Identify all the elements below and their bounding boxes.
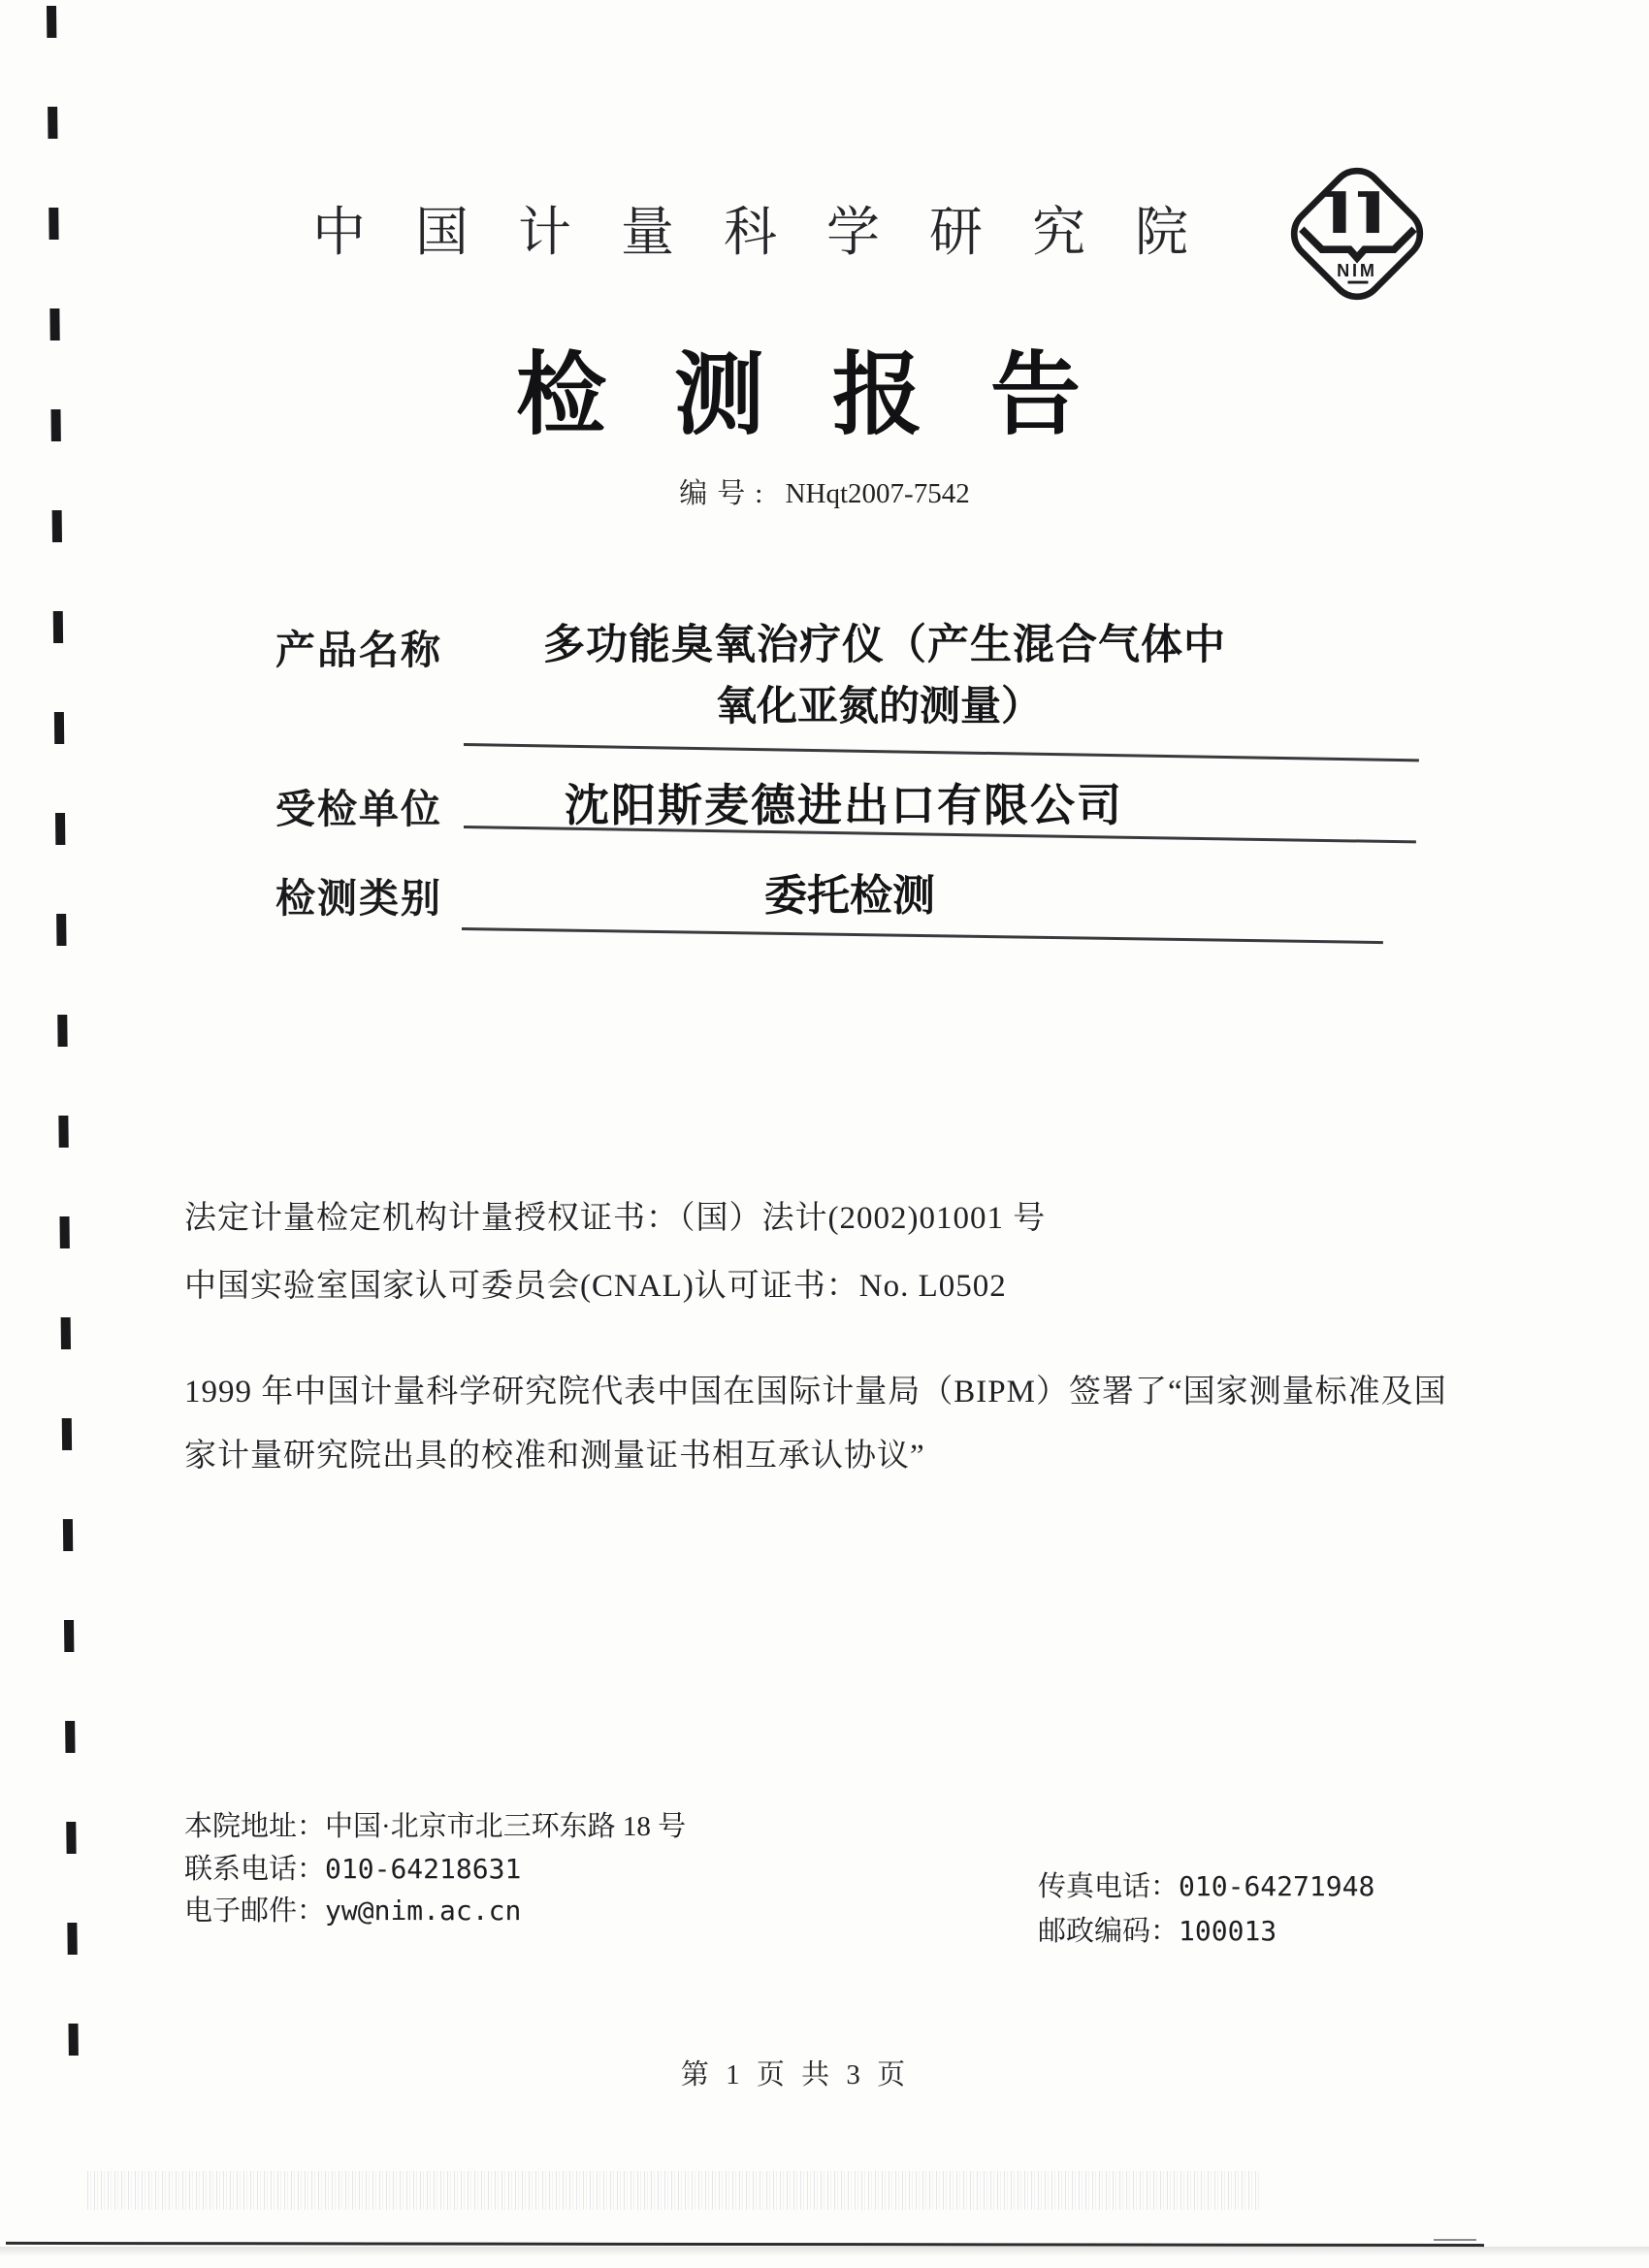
phone-row [184, 1848, 686, 1890]
inspected-unit-label: 受检单位 [275, 787, 442, 831]
certification-line-1: 法定计量检定机构计量授权证书：（国）法计(2002)01001 号 [184, 1201, 1047, 1236]
address-value: 中国·北京市北三环东路 18 号 [325, 1811, 687, 1842]
page-number-footer: 第 1 页 共 3 页 [680, 2059, 911, 2090]
institute-name: 中国计量科学研究院 [312, 203, 1239, 262]
test-category-value: 委托检测 [764, 872, 935, 920]
email-value: yw@nim.ac.cn [325, 1895, 522, 1927]
contact-block-left [184, 1806, 686, 1931]
fax-label: 传真电话： [1038, 1871, 1180, 1902]
nim-logo-icon [1278, 155, 1436, 312]
phone-value: 010-64218631 [325, 1853, 522, 1885]
email-label: 电子邮件： [184, 1895, 326, 1927]
postcode-value: 100013 [1179, 1915, 1277, 1947]
contact-block-right [1038, 1864, 1374, 1954]
phone-label: 联系电话： [184, 1854, 326, 1885]
address-label: 本院地址： [184, 1811, 326, 1842]
page-bottom-shade [0, 2247, 1649, 2256]
certification-line-2: 中国实验室国家认可委员会(CNAL)认可证书：No. L0502 [184, 1269, 1007, 1304]
fax-row [1038, 1864, 1374, 1909]
nim-logo-text: NIM [1337, 260, 1377, 280]
binding-marks [47, 6, 79, 2111]
product-name-underline [464, 743, 1419, 761]
fax-value: 010-64271948 [1179, 1870, 1375, 1902]
test-category-underline [462, 927, 1383, 944]
address-row [184, 1806, 686, 1848]
report-number-line [0, 471, 1649, 511]
page-bottom-edge-fragment [1434, 2239, 1476, 2241]
email-row [184, 1890, 686, 1931]
test-category-label: 检测类别 [275, 876, 442, 921]
scan-noise [87, 2171, 1261, 2210]
inspected-unit-value: 沈阳斯麦德进出口有限公司 [565, 781, 1123, 830]
product-name-value-line1: 多功能臭氧治疗仪（产生混合气体中 [543, 623, 1226, 668]
product-name-value-line2: 氧化亚氮的测量） [716, 685, 1043, 729]
report-title: 检测报告 [516, 346, 1148, 446]
postcode-row [1038, 1909, 1374, 1954]
postcode-label: 邮政编码： [1038, 1916, 1180, 1947]
mra-statement: 1999 年中国计量科学研究院代表中国在国际计量局（BIPM）签署了“国家测量标准及国家计量研究院出具的校准和测量证书相互承认协议” [184, 1375, 1447, 1474]
report-number-label: 编号: [679, 478, 773, 509]
product-name-label: 产品名称 [275, 628, 442, 672]
report-number-value: NHqt2007-7542 [785, 478, 970, 509]
